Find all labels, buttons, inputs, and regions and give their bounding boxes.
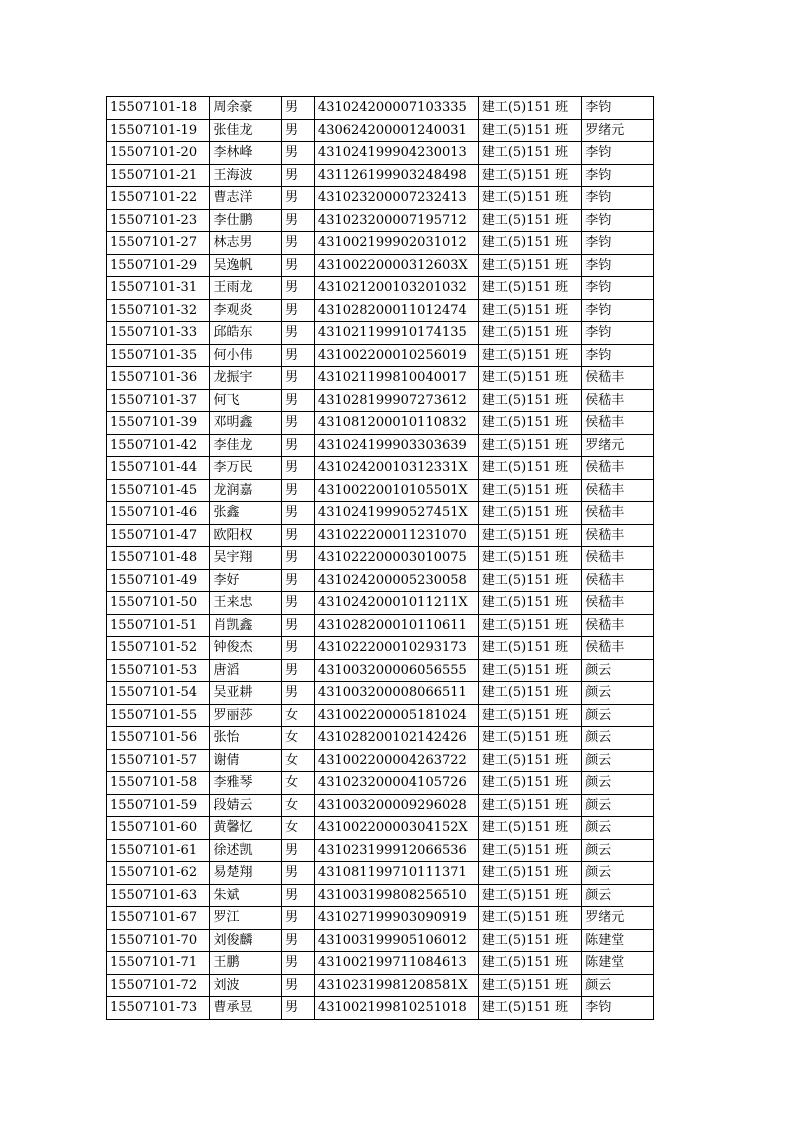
teacher-name-cell: 李钧 <box>582 277 654 300</box>
class-name-cell: 建工(5)151 班 <box>478 277 581 300</box>
table-row <box>107 502 654 525</box>
id-card-number-cell: 431002200004263722 <box>314 749 478 772</box>
student-name-cell: 何飞 <box>210 389 282 412</box>
student-id-cell: 15507101-70 <box>107 929 210 952</box>
class-name-cell: 建工(5)151 班 <box>478 884 581 907</box>
teacher-name-cell: 罗绪元 <box>582 434 654 457</box>
class-name-cell: 建工(5)151 班 <box>478 839 581 862</box>
id-card-number-cell: 431024199904230013 <box>314 142 478 165</box>
class-name-cell: 建工(5)151 班 <box>478 592 581 615</box>
class-name-cell: 建工(5)151 班 <box>478 637 581 660</box>
table-row <box>107 704 654 727</box>
id-card-number-cell: 431022200011231070 <box>314 524 478 547</box>
class-name-cell: 建工(5)151 班 <box>478 367 581 390</box>
student-sex-cell: 男 <box>282 547 315 570</box>
student-roster-table <box>106 96 654 1020</box>
student-sex-cell: 男 <box>282 299 315 322</box>
student-sex-cell: 男 <box>282 164 315 187</box>
student-id-cell: 15507101-63 <box>107 884 210 907</box>
id-card-number-cell: 431021199910174135 <box>314 322 478 345</box>
student-id-cell: 15507101-33 <box>107 322 210 345</box>
teacher-name-cell: 李钧 <box>582 344 654 367</box>
table-row <box>107 277 654 300</box>
student-name-cell: 吴宇翔 <box>210 547 282 570</box>
student-id-cell: 15507101-52 <box>107 637 210 660</box>
teacher-name-cell: 颜云 <box>582 862 654 885</box>
student-id-cell: 15507101-53 <box>107 659 210 682</box>
table-row <box>107 997 654 1020</box>
student-name-cell: 邓明鑫 <box>210 412 282 435</box>
class-name-cell: 建工(5)151 班 <box>478 299 581 322</box>
student-name-cell: 肖凯鑫 <box>210 614 282 637</box>
class-name-cell: 建工(5)151 班 <box>478 794 581 817</box>
teacher-name-cell: 颜云 <box>582 974 654 997</box>
teacher-name-cell: 李钧 <box>582 997 654 1020</box>
class-name-cell: 建工(5)151 班 <box>478 164 581 187</box>
student-id-cell: 15507101-42 <box>107 434 210 457</box>
student-id-cell: 15507101-67 <box>107 907 210 930</box>
student-name-cell: 邱皓东 <box>210 322 282 345</box>
student-id-cell: 15507101-55 <box>107 704 210 727</box>
id-card-number-cell: 431002199810251018 <box>314 997 478 1020</box>
id-card-number-cell: 431023200007195712 <box>314 209 478 232</box>
teacher-name-cell: 侯嵇丰 <box>582 614 654 637</box>
student-id-cell: 15507101-73 <box>107 997 210 1020</box>
student-name-cell: 王来忠 <box>210 592 282 615</box>
class-name-cell: 建工(5)151 班 <box>478 142 581 165</box>
class-name-cell: 建工(5)151 班 <box>478 524 581 547</box>
student-id-cell: 15507101-35 <box>107 344 210 367</box>
student-id-cell: 15507101-29 <box>107 254 210 277</box>
teacher-name-cell: 罗绪元 <box>582 119 654 142</box>
student-sex-cell: 男 <box>282 209 315 232</box>
student-id-cell: 15507101-21 <box>107 164 210 187</box>
teacher-name-cell: 李钧 <box>582 142 654 165</box>
class-name-cell: 建工(5)151 班 <box>478 704 581 727</box>
teacher-name-cell: 颜云 <box>582 682 654 705</box>
student-id-cell: 15507101-39 <box>107 412 210 435</box>
id-card-number-cell: 431022200003010075 <box>314 547 478 570</box>
student-name-cell: 吴逸帆 <box>210 254 282 277</box>
student-id-cell: 15507101-23 <box>107 209 210 232</box>
id-card-number-cell: 43102419990527451X <box>314 502 478 525</box>
student-name-cell: 何小伟 <box>210 344 282 367</box>
student-id-cell: 15507101-18 <box>107 97 210 120</box>
table-row <box>107 457 654 480</box>
student-id-cell: 15507101-20 <box>107 142 210 165</box>
id-card-number-cell: 431028200011012474 <box>314 299 478 322</box>
table-row <box>107 299 654 322</box>
student-sex-cell: 男 <box>282 232 315 255</box>
table-row <box>107 434 654 457</box>
teacher-name-cell: 李钧 <box>582 209 654 232</box>
class-name-cell: 建工(5)151 班 <box>478 682 581 705</box>
table-row <box>107 389 654 412</box>
student-sex-cell: 男 <box>282 277 315 300</box>
class-name-cell: 建工(5)151 班 <box>478 344 581 367</box>
student-name-cell: 钟俊杰 <box>210 637 282 660</box>
student-sex-cell: 男 <box>282 187 315 210</box>
student-name-cell: 曹承昱 <box>210 997 282 1020</box>
id-card-number-cell: 431028199907273612 <box>314 389 478 412</box>
teacher-name-cell: 侯嵇丰 <box>582 389 654 412</box>
student-sex-cell: 男 <box>282 367 315 390</box>
table-row <box>107 209 654 232</box>
table-row <box>107 772 654 795</box>
class-name-cell: 建工(5)151 班 <box>478 952 581 975</box>
class-name-cell: 建工(5)151 班 <box>478 727 581 750</box>
student-name-cell: 李观炎 <box>210 299 282 322</box>
table-row <box>107 547 654 570</box>
teacher-name-cell: 李钧 <box>582 254 654 277</box>
table-row <box>107 614 654 637</box>
student-id-cell: 15507101-62 <box>107 862 210 885</box>
id-card-number-cell: 431081199710111371 <box>314 862 478 885</box>
student-sex-cell: 男 <box>282 884 315 907</box>
id-card-number-cell: 43102420010312331X <box>314 457 478 480</box>
id-card-number-cell: 431003199905106012 <box>314 929 478 952</box>
teacher-name-cell: 侯嵇丰 <box>582 457 654 480</box>
student-id-cell: 15507101-36 <box>107 367 210 390</box>
table-row <box>107 479 654 502</box>
teacher-name-cell: 颜云 <box>582 839 654 862</box>
id-card-number-cell: 431002200010256019 <box>314 344 478 367</box>
student-sex-cell: 男 <box>282 142 315 165</box>
student-id-cell: 15507101-27 <box>107 232 210 255</box>
teacher-name-cell: 侯嵇丰 <box>582 367 654 390</box>
id-card-number-cell: 43100220010105501X <box>314 479 478 502</box>
student-id-cell: 15507101-37 <box>107 389 210 412</box>
table-row <box>107 794 654 817</box>
class-name-cell: 建工(5)151 班 <box>478 209 581 232</box>
student-id-cell: 15507101-51 <box>107 614 210 637</box>
class-name-cell: 建工(5)151 班 <box>478 907 581 930</box>
student-sex-cell: 男 <box>282 952 315 975</box>
table-row <box>107 142 654 165</box>
table-row <box>107 412 654 435</box>
table-row <box>107 682 654 705</box>
teacher-name-cell: 颜云 <box>582 659 654 682</box>
student-id-cell: 15507101-57 <box>107 749 210 772</box>
class-name-cell: 建工(5)151 班 <box>478 614 581 637</box>
id-card-number-cell: 431081200010110832 <box>314 412 478 435</box>
student-sex-cell: 男 <box>282 479 315 502</box>
student-sex-cell: 男 <box>282 974 315 997</box>
student-name-cell: 龙润嘉 <box>210 479 282 502</box>
id-card-number-cell: 431021200103201032 <box>314 277 478 300</box>
teacher-name-cell: 颜云 <box>582 772 654 795</box>
student-sex-cell: 男 <box>282 97 315 120</box>
student-name-cell: 朱斌 <box>210 884 282 907</box>
id-card-number-cell: 431023200007232413 <box>314 187 478 210</box>
class-name-cell: 建工(5)151 班 <box>478 749 581 772</box>
table-row <box>107 749 654 772</box>
student-sex-cell: 男 <box>282 524 315 547</box>
table-row <box>107 817 654 840</box>
student-sex-cell: 女 <box>282 794 315 817</box>
teacher-name-cell: 颜云 <box>582 794 654 817</box>
student-sex-cell: 男 <box>282 592 315 615</box>
student-sex-cell: 男 <box>282 839 315 862</box>
student-sex-cell: 男 <box>282 659 315 682</box>
student-sex-cell: 男 <box>282 907 315 930</box>
student-id-cell: 15507101-60 <box>107 817 210 840</box>
id-card-number-cell: 431003199808256510 <box>314 884 478 907</box>
student-sex-cell: 男 <box>282 929 315 952</box>
table-row <box>107 974 654 997</box>
teacher-name-cell: 李钧 <box>582 299 654 322</box>
teacher-name-cell: 李钧 <box>582 322 654 345</box>
student-sex-cell: 女 <box>282 704 315 727</box>
student-id-cell: 15507101-54 <box>107 682 210 705</box>
id-card-number-cell: 43102319981208581X <box>314 974 478 997</box>
student-name-cell: 王海波 <box>210 164 282 187</box>
student-sex-cell: 女 <box>282 749 315 772</box>
student-id-cell: 15507101-22 <box>107 187 210 210</box>
class-name-cell: 建工(5)151 班 <box>478 817 581 840</box>
id-card-number-cell: 431023199912066536 <box>314 839 478 862</box>
student-name-cell: 李仕鹏 <box>210 209 282 232</box>
id-card-number-cell: 431027199903090919 <box>314 907 478 930</box>
student-sex-cell: 男 <box>282 614 315 637</box>
table-row <box>107 839 654 862</box>
teacher-name-cell: 侯嵇丰 <box>582 524 654 547</box>
class-name-cell: 建工(5)151 班 <box>478 997 581 1020</box>
table-row <box>107 97 654 120</box>
teacher-name-cell: 侯嵇丰 <box>582 569 654 592</box>
student-id-cell: 15507101-59 <box>107 794 210 817</box>
teacher-name-cell: 李钧 <box>582 164 654 187</box>
student-name-cell: 张怡 <box>210 727 282 750</box>
student-sex-cell: 女 <box>282 772 315 795</box>
student-name-cell: 王雨龙 <box>210 277 282 300</box>
class-name-cell: 建工(5)151 班 <box>478 187 581 210</box>
table-row <box>107 929 654 952</box>
class-name-cell: 建工(5)151 班 <box>478 119 581 142</box>
student-sex-cell: 男 <box>282 389 315 412</box>
student-id-cell: 15507101-49 <box>107 569 210 592</box>
student-name-cell: 易楚翔 <box>210 862 282 885</box>
teacher-name-cell: 颜云 <box>582 704 654 727</box>
teacher-name-cell: 侯嵇丰 <box>582 547 654 570</box>
class-name-cell: 建工(5)151 班 <box>478 254 581 277</box>
student-id-cell: 15507101-31 <box>107 277 210 300</box>
id-card-number-cell: 431003200008066511 <box>314 682 478 705</box>
student-name-cell: 张佳龙 <box>210 119 282 142</box>
student-id-cell: 15507101-32 <box>107 299 210 322</box>
student-name-cell: 刘波 <box>210 974 282 997</box>
id-card-number-cell: 431028200010110611 <box>314 614 478 637</box>
student-sex-cell: 男 <box>282 637 315 660</box>
student-name-cell: 李好 <box>210 569 282 592</box>
student-name-cell: 李林峰 <box>210 142 282 165</box>
class-name-cell: 建工(5)151 班 <box>478 232 581 255</box>
id-card-number-cell: 431126199903248498 <box>314 164 478 187</box>
student-name-cell: 李佳龙 <box>210 434 282 457</box>
student-name-cell: 段婧云 <box>210 794 282 817</box>
student-sex-cell: 女 <box>282 727 315 750</box>
table-row <box>107 322 654 345</box>
table-row <box>107 637 654 660</box>
teacher-name-cell: 李钧 <box>582 97 654 120</box>
id-card-number-cell: 431028200102142426 <box>314 727 478 750</box>
table-row <box>107 592 654 615</box>
student-id-cell: 15507101-50 <box>107 592 210 615</box>
id-card-number-cell: 430624200001240031 <box>314 119 478 142</box>
student-id-cell: 15507101-72 <box>107 974 210 997</box>
student-sex-cell: 男 <box>282 997 315 1020</box>
id-card-number-cell: 431021199810040017 <box>314 367 478 390</box>
student-id-cell: 15507101-46 <box>107 502 210 525</box>
table-row <box>107 119 654 142</box>
class-name-cell: 建工(5)151 班 <box>478 389 581 412</box>
table-row <box>107 164 654 187</box>
teacher-name-cell: 颜云 <box>582 817 654 840</box>
table-row <box>107 952 654 975</box>
student-sex-cell: 男 <box>282 322 315 345</box>
student-sex-cell: 男 <box>282 502 315 525</box>
table-row <box>107 884 654 907</box>
teacher-name-cell: 李钧 <box>582 232 654 255</box>
student-sex-cell: 男 <box>282 344 315 367</box>
id-card-number-cell: 43102420001011211X <box>314 592 478 615</box>
teacher-name-cell: 陈建堂 <box>582 952 654 975</box>
student-name-cell: 张鑫 <box>210 502 282 525</box>
id-card-number-cell: 431003200009296028 <box>314 794 478 817</box>
class-name-cell: 建工(5)151 班 <box>478 434 581 457</box>
id-card-number-cell: 431022200010293173 <box>314 637 478 660</box>
student-id-cell: 15507101-19 <box>107 119 210 142</box>
student-name-cell: 欧阳权 <box>210 524 282 547</box>
teacher-name-cell: 侯嵇丰 <box>582 479 654 502</box>
teacher-name-cell: 李钧 <box>582 187 654 210</box>
student-name-cell: 吴亚耕 <box>210 682 282 705</box>
table-row <box>107 344 654 367</box>
student-id-cell: 15507101-48 <box>107 547 210 570</box>
student-id-cell: 15507101-71 <box>107 952 210 975</box>
teacher-name-cell: 侯嵇丰 <box>582 637 654 660</box>
student-sex-cell: 男 <box>282 119 315 142</box>
student-sex-cell: 男 <box>282 682 315 705</box>
table-row <box>107 254 654 277</box>
student-name-cell: 周余豪 <box>210 97 282 120</box>
table-row <box>107 727 654 750</box>
teacher-name-cell: 侯嵇丰 <box>582 412 654 435</box>
student-name-cell: 谢倩 <box>210 749 282 772</box>
student-sex-cell: 男 <box>282 254 315 277</box>
class-name-cell: 建工(5)151 班 <box>478 659 581 682</box>
student-name-cell: 黄馨忆 <box>210 817 282 840</box>
student-name-cell: 王鹏 <box>210 952 282 975</box>
class-name-cell: 建工(5)151 班 <box>478 502 581 525</box>
id-card-number-cell: 431023200004105726 <box>314 772 478 795</box>
student-name-cell: 李雅琴 <box>210 772 282 795</box>
table-row <box>107 187 654 210</box>
student-id-cell: 15507101-58 <box>107 772 210 795</box>
class-name-cell: 建工(5)151 班 <box>478 547 581 570</box>
teacher-name-cell: 颜云 <box>582 727 654 750</box>
student-sex-cell: 女 <box>282 817 315 840</box>
class-name-cell: 建工(5)151 班 <box>478 457 581 480</box>
id-card-number-cell: 431002200005181024 <box>314 704 478 727</box>
student-name-cell: 罗江 <box>210 907 282 930</box>
class-name-cell: 建工(5)151 班 <box>478 772 581 795</box>
table-row <box>107 232 654 255</box>
table-row <box>107 367 654 390</box>
class-name-cell: 建工(5)151 班 <box>478 862 581 885</box>
student-name-cell: 刘俊麟 <box>210 929 282 952</box>
id-card-number-cell: 431024200007103335 <box>314 97 478 120</box>
table-row <box>107 862 654 885</box>
class-name-cell: 建工(5)151 班 <box>478 479 581 502</box>
teacher-name-cell: 颜云 <box>582 884 654 907</box>
student-name-cell: 龙振宇 <box>210 367 282 390</box>
class-name-cell: 建工(5)151 班 <box>478 569 581 592</box>
teacher-name-cell: 侯嵇丰 <box>582 502 654 525</box>
student-name-cell: 曹志洋 <box>210 187 282 210</box>
class-name-cell: 建工(5)151 班 <box>478 929 581 952</box>
student-id-cell: 15507101-61 <box>107 839 210 862</box>
id-card-number-cell: 431002199902031012 <box>314 232 478 255</box>
student-sex-cell: 男 <box>282 457 315 480</box>
roster-body <box>107 97 654 1020</box>
class-name-cell: 建工(5)151 班 <box>478 322 581 345</box>
id-card-number-cell: 431003200006056555 <box>314 659 478 682</box>
class-name-cell: 建工(5)151 班 <box>478 412 581 435</box>
table-row <box>107 907 654 930</box>
student-sex-cell: 男 <box>282 434 315 457</box>
student-name-cell: 李万民 <box>210 457 282 480</box>
teacher-name-cell: 侯嵇丰 <box>582 592 654 615</box>
student-name-cell: 徐述凯 <box>210 839 282 862</box>
student-sex-cell: 男 <box>282 862 315 885</box>
table-row <box>107 524 654 547</box>
student-name-cell: 罗丽莎 <box>210 704 282 727</box>
student-id-cell: 15507101-47 <box>107 524 210 547</box>
table-row <box>107 569 654 592</box>
student-id-cell: 15507101-56 <box>107 727 210 750</box>
student-id-cell: 15507101-44 <box>107 457 210 480</box>
id-card-number-cell: 43100220000312603X <box>314 254 478 277</box>
teacher-name-cell: 罗绪元 <box>582 907 654 930</box>
student-id-cell: 15507101-45 <box>107 479 210 502</box>
id-card-number-cell: 431024200005230058 <box>314 569 478 592</box>
student-sex-cell: 男 <box>282 412 315 435</box>
class-name-cell: 建工(5)151 班 <box>478 974 581 997</box>
student-name-cell: 林志男 <box>210 232 282 255</box>
id-card-number-cell: 431024199903303639 <box>314 434 478 457</box>
id-card-number-cell: 43100220000304152X <box>314 817 478 840</box>
teacher-name-cell: 颜云 <box>582 749 654 772</box>
student-name-cell: 唐滔 <box>210 659 282 682</box>
student-sex-cell: 男 <box>282 569 315 592</box>
table-row <box>107 659 654 682</box>
teacher-name-cell: 陈建堂 <box>582 929 654 952</box>
class-name-cell: 建工(5)151 班 <box>478 97 581 120</box>
id-card-number-cell: 431002199711084613 <box>314 952 478 975</box>
